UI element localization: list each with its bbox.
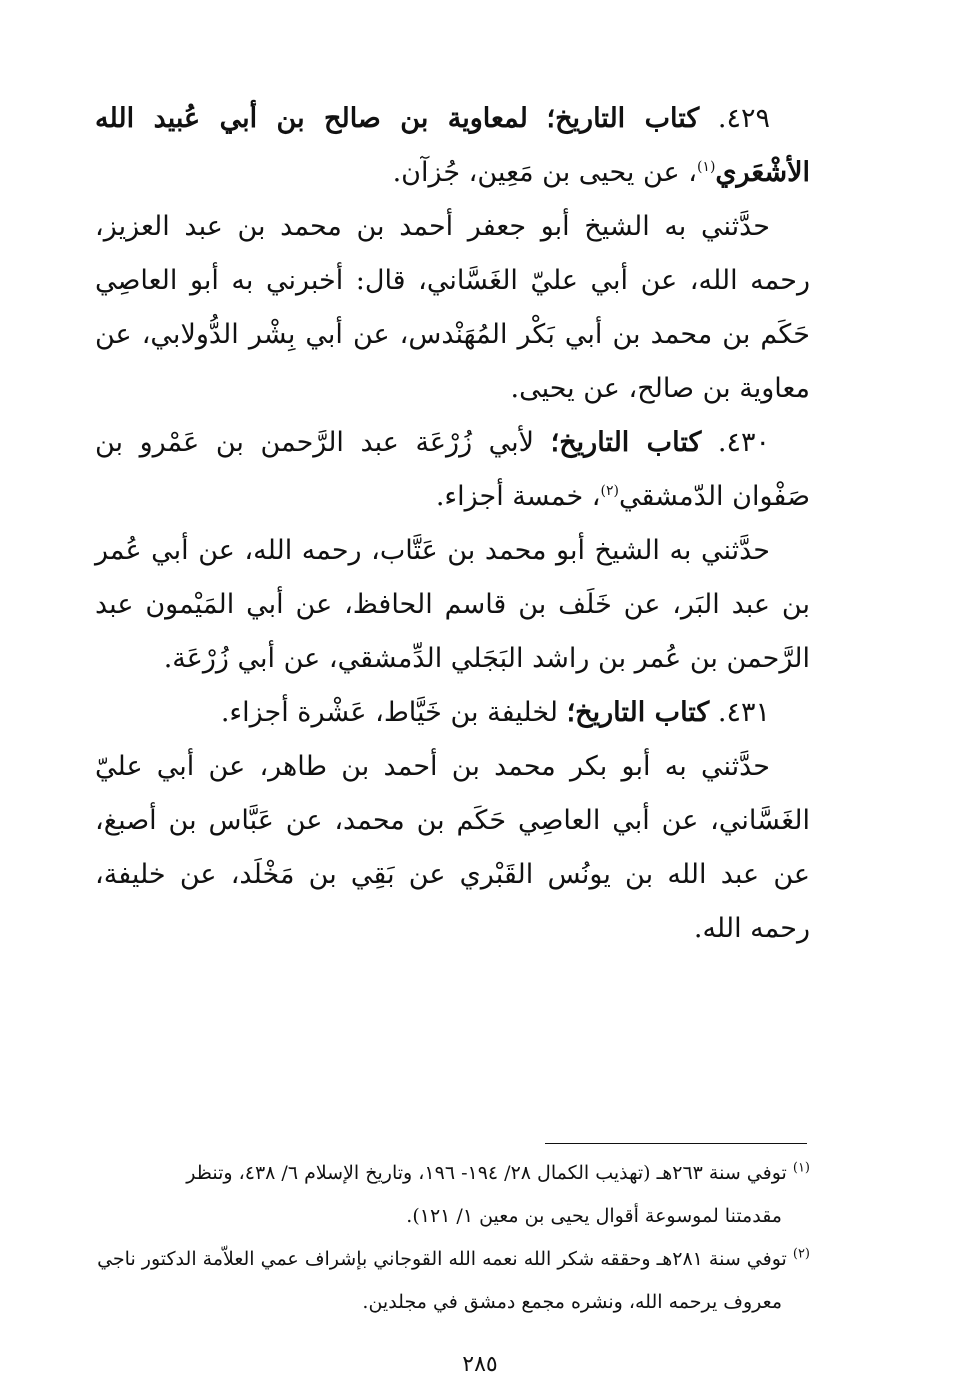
footnote-mark: (١) bbox=[792, 1160, 810, 1176]
footnote-line: توفي سنة ٢٨١هـ وحققه شكر الله نعمه الله القوجاني بإشراف عمي العلاّمة الدكتور ناجي bbox=[97, 1248, 787, 1270]
entry-author: لأبي زُرْعَة عبد الرَّحمن بن عَمْرو بن صَفْوان الدّمشقي bbox=[95, 427, 810, 512]
footnote bbox=[85, 1238, 810, 1324]
entry-author: لخليفة بن خَيَّاط، عَشْرة أجزاء. bbox=[220, 697, 558, 728]
entry-isnad: حدَّثني به الشيخ أبو جعفر أحمد بن محمد بن عبد العزيز، رحمه الله، عن أبي عليّ الغَسَّاني، قال: أخبرني به أبو العاصِي حَكَم بن محمد بن أبي بَكْر المُهَنْدس، عن أبي بِشْر الدُّولابي، عن معاوية بن صالح، عن يحيى. bbox=[95, 211, 810, 404]
entry-author: لمعاوية بن صالح بن أبي عُبيد الله الأشْعَري bbox=[95, 103, 810, 188]
entry-number: ٤٣١. bbox=[717, 697, 770, 728]
entry-title: كتاب التاريخ؛ bbox=[566, 697, 710, 728]
footnote-line: توفي سنة ٢٦٣هـ (تهذيب الكمال ٢٨/ ١٩٤- ١٩٦، وتاريخ الإسلام ٦/ ٤٣٨، وتنظر bbox=[186, 1162, 787, 1184]
entry-title: كتاب التاريخ؛ bbox=[550, 427, 702, 458]
footnote-marker: (٢) bbox=[600, 483, 619, 499]
footnote-line: معروف يرحمه الله، ونشره مجمع دمشق في مجلدين. bbox=[362, 1291, 782, 1313]
entry-heading-rest: ، عن يحيى بن مَعِين، جُزآن. bbox=[392, 157, 697, 188]
entry-heading-rest: ، خمسة أجزاء. bbox=[435, 481, 601, 512]
entry-heading bbox=[95, 92, 810, 200]
footnote-line: مقدمتنا لموسوعة أقوال يحيى بن معين ١/ ١٢١). bbox=[406, 1205, 782, 1227]
main-text bbox=[95, 92, 810, 956]
page-number: ٢٨٥ bbox=[462, 1352, 498, 1377]
entry-heading bbox=[95, 416, 810, 524]
entry-number: ٤٣٠. bbox=[717, 427, 770, 458]
entry-isnad: حدَّثني به الشيخ أبو محمد بن عَتَّاب، رحمه الله، عن أبي عُمر بن عبد البَر، عن خَلَف بن قاسم الحافظ، عن أبي المَيْمون عبد الرَّحمن بن عُمر بن راشد البَجَلي الدِّمشقي، عن أبي زُرْعَة. bbox=[95, 535, 810, 674]
footnote-separator bbox=[545, 1143, 807, 1144]
entry-number: ٤٢٩. bbox=[717, 103, 770, 134]
footnote bbox=[85, 1152, 810, 1238]
entry-isnad: حدَّثني به أبو بكر محمد بن أحمد بن طاهر، عن أبي عليّ الغَسَّاني، عن أبي العاصِي حَكَم بن محمد، عن عَبَّاس بن أصبغ، عن عبد الله بن يونُس القَبْري عن بَقِي بن مَخْلَد، عن خليفة، رحمه الله. bbox=[95, 751, 810, 944]
entry-heading bbox=[95, 686, 810, 740]
footnote-mark: (٢) bbox=[792, 1246, 810, 1262]
footnotes bbox=[85, 1152, 810, 1324]
entry-title: كتاب التاريخ؛ bbox=[546, 103, 700, 134]
footnote-marker: (١) bbox=[696, 159, 716, 175]
